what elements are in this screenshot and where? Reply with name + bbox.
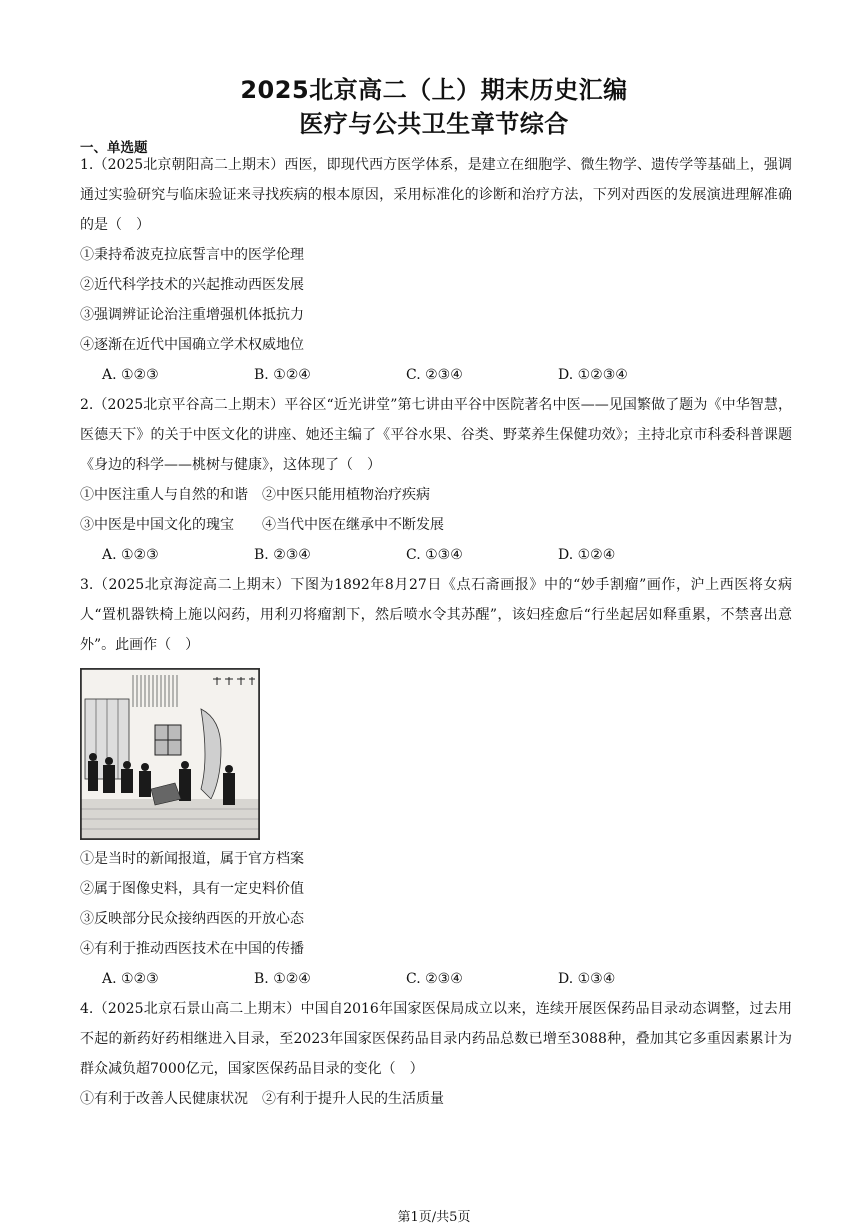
question-stem: 1.（2025北京朝阳高二上期末）西医，即现代西方医学体系，是建立在细胞学、微生物学、遗传学等基础上，强调通过实验研究与临床验证来寻找疾病的根本原因，采用标准化的诊断和治疗方法，下列对西医的发展演进理解准确的是（ ）	[80, 157, 792, 233]
answer-choices	[80, 360, 792, 390]
choice-c[interactable]: C. ②③④	[406, 367, 463, 383]
statement-option: ③反映部分民众接纳西医的开放心态	[80, 911, 304, 927]
statement-option: ③强调辨证论治注重增强机体抵抗力	[80, 307, 304, 323]
question-stem: 2.（2025北京平谷高二上期末）平谷区“近光讲堂”第七讲由平谷中医院著名中医——见国繁做了题为《中华智慧，医德天下》的关于中医文化的讲座、她还主编了《平谷水果、谷类、野菜养生保健功效》；主持北京市科委科普课题《身边的科学——桃树与健康》，这体现了（ ）	[80, 397, 792, 473]
answer-choices	[80, 540, 792, 570]
statement-option: ②近代科学技术的兴起推动西医发展	[80, 277, 304, 293]
choice-c[interactable]: C. ②③④	[406, 971, 463, 987]
choice-b[interactable]: B. ①②④	[254, 971, 311, 987]
choice-a[interactable]: A. ①②③	[102, 547, 159, 563]
choice-b[interactable]: B. ②③④	[254, 547, 311, 563]
statement-option: ①是当时的新闻报道，属于官方档案	[80, 851, 304, 867]
statement-option: ④逐渐在近代中国确立学术权威地位	[80, 337, 304, 353]
choice-c[interactable]: C. ①③④	[406, 547, 463, 563]
choice-b[interactable]: B. ①②④	[254, 367, 311, 383]
statement-option-row: ③中医是中国文化的瑰宝 ④当代中医在继承中不断发展	[80, 517, 444, 533]
statement-option: ①秉持希波克拉底誓言中的医学伦理	[80, 247, 304, 263]
section-heading: 一、单选题	[80, 140, 148, 156]
statement-option-row: ①中医注重人与自然的和谐 ②中医只能用植物治疗疾病	[80, 487, 430, 503]
page-title: 2025北京高二（上）期末历史汇编	[240, 76, 628, 104]
choice-a[interactable]: A. ①②③	[102, 367, 159, 383]
choice-a[interactable]: A. ①②③	[102, 971, 159, 987]
questions-content	[80, 150, 792, 1114]
question-2	[80, 390, 792, 570]
question-1	[80, 150, 792, 390]
statement-option: ②属于图像史料，具有一定史料价值	[80, 881, 304, 897]
question-stem: 3.（2025北京海淀高二上期末）下图为1892年8月27日《点石斋画报》中的“妙手割瘤”画作，沪上西医将女病人“置机器铁椅上施以闷药，用利刃将瘤割下，然后喷水令其苏醒”，该妇痊愈后“行坐起居如释重累，不禁喜出意外”。此画作（ ）	[80, 577, 792, 653]
question-3	[80, 570, 792, 994]
statement-option-row: ①有利于改善人民健康状况 ②有利于提升人民的生活质量	[80, 1091, 444, 1107]
question-stem: 4.（2025北京石景山高二上期末）中国自2016年国家医保局成立以来，连续开展医保药品目录动态调整，过去用不起的新药好药相继进入目录，至2023年国家医保药品目录内药品总数已增至3088种，叠加其它多重因素累计为群众减负超7000亿元，国家医保药品目录的变化（ ）	[80, 1001, 792, 1077]
choice-d[interactable]: D. ①②③④	[558, 367, 628, 383]
statement-option: ④有利于推动西医技术在中国的传播	[80, 941, 304, 957]
page-subtitle: 医疗与公共卫生章节综合	[299, 110, 569, 138]
choice-d[interactable]: D. ①③④	[558, 971, 616, 987]
answer-choices	[80, 964, 792, 994]
page-footer: 第1页/共5页	[397, 1210, 471, 1225]
choice-d[interactable]: D. ①②④	[558, 547, 616, 563]
historical-illustration-image	[80, 668, 260, 840]
question-4	[80, 994, 792, 1114]
